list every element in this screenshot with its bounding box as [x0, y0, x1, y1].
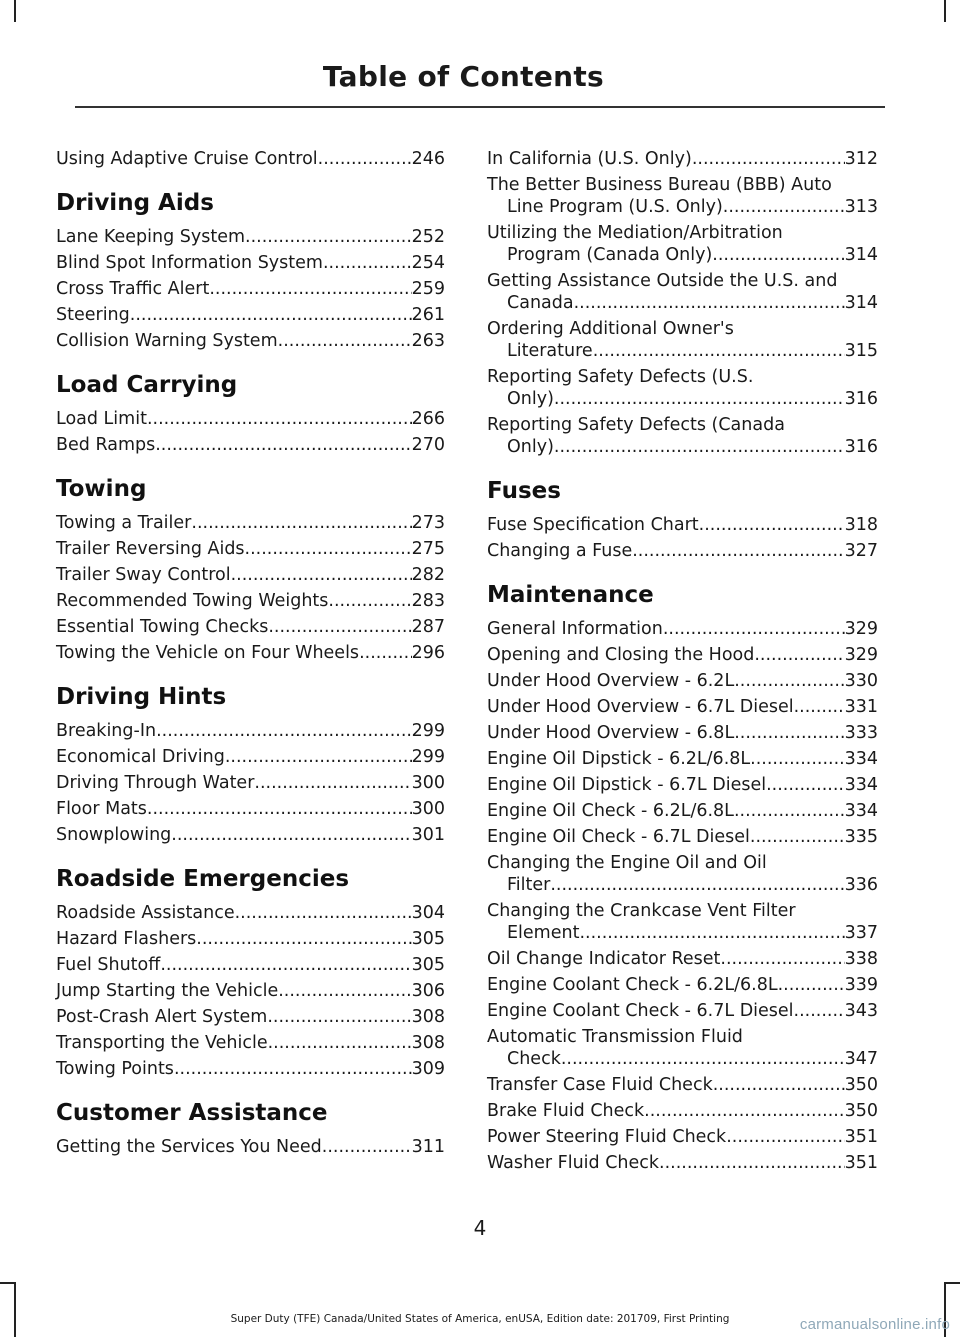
toc-entry[interactable]: [56, 824, 445, 846]
toc-entry[interactable]: [56, 252, 445, 274]
toc-entry-text: Canada: [507, 293, 574, 313]
crop-mark-top-right-vertical: [944, 0, 946, 22]
toc-section-title: Driving Hints: [56, 684, 227, 710]
toc-entry-text: Bed Ramps: [56, 435, 156, 455]
toc-entry-text: Filter: [507, 875, 551, 895]
toc-leader-dots: [632, 540, 844, 562]
toc-entry-text: Essential Towing Checks: [56, 617, 269, 637]
toc-entry-text: Brake Fluid Check: [487, 1101, 645, 1121]
toc-page-number: 312: [844, 149, 878, 169]
toc-entry-text: Ordering Additional Owner's: [487, 319, 734, 339]
toc-entry[interactable]: [487, 270, 878, 314]
toc-leader-dots: [156, 720, 412, 742]
toc-page-number: 299: [411, 747, 445, 767]
toc-page-number: 334: [844, 775, 878, 795]
toc-entry-text: Economical Driving: [56, 747, 225, 767]
toc-entry-text: Towing a Trailer: [56, 513, 192, 533]
toc-page-number: 254: [411, 253, 445, 273]
toc-page-number: 339: [844, 975, 878, 995]
toc-entry[interactable]: [487, 414, 878, 458]
toc-entry-text: Power Steering Fluid Check: [487, 1127, 727, 1147]
toc-leader-dots: [171, 824, 411, 846]
toc-entry[interactable]: [56, 772, 445, 794]
toc-entry[interactable]: [56, 304, 445, 326]
toc-page-number: 347: [844, 1049, 878, 1069]
toc-page-number: 259: [411, 279, 445, 299]
toc-leader-dots: [794, 1000, 845, 1022]
toc-leader-dots: [323, 252, 412, 274]
toc-entry-text: Jump Starting the Vehicle: [56, 981, 279, 1001]
toc-leader-dots: [794, 696, 845, 718]
toc-page-number: 308: [411, 1033, 445, 1053]
toc-section-title: Customer Assistance: [56, 1100, 328, 1126]
footer-edition-text: Super Duty (TFE) Canada/United States of America, enUSA, Edition date: 201709, First Printing: [230, 1313, 730, 1325]
toc-entry-text: Using Adaptive Cruise Control: [56, 149, 318, 169]
toc-entry-text: Post-Crash Alert System: [56, 1007, 268, 1027]
toc-page-number: 301: [411, 825, 445, 845]
toc-entry-text: Under Hood Overview - 6.7L Diesel: [487, 697, 794, 717]
toc-entry-text: Literature: [507, 341, 593, 361]
crop-mark-bottom-left-horizontal: [0, 1282, 16, 1284]
toc-entry[interactable]: [487, 948, 878, 970]
toc-page-number: 318: [844, 515, 878, 535]
toc-entry-text: Roadside Assistance: [56, 903, 235, 923]
toc-page-number: 275: [411, 539, 445, 559]
toc-page-number: 304: [411, 903, 445, 923]
toc-page-number: 335: [844, 827, 878, 847]
toc-page-number: 266: [411, 409, 445, 429]
page-number: 4: [473, 1216, 487, 1240]
toc-entry-text: Towing the Vehicle on Four Wheels: [56, 643, 360, 663]
toc-page-number: 350: [844, 1075, 878, 1095]
toc-entry[interactable]: [56, 746, 445, 768]
toc-entry-text: Steering: [56, 305, 130, 325]
toc-entry-text: Under Hood Overview - 6.2L: [487, 671, 735, 691]
toc-leader-dots: [593, 340, 845, 362]
toc-section-title: Maintenance: [487, 582, 654, 608]
toc-leader-dots: [766, 774, 845, 796]
toc-page-number: 316: [844, 437, 878, 457]
toc-leader-dots: [278, 330, 412, 352]
toc-page-number: 330: [844, 671, 878, 691]
toc-entry[interactable]: [487, 1000, 878, 1022]
toc-page-number: 343: [844, 1001, 878, 1021]
toc-entry-text: Engine Coolant Check - 6.2L/6.8L: [487, 975, 778, 995]
toc-entry-text: The Better Business Bureau (BBB) Auto: [487, 175, 832, 195]
toc-entry-text: Reporting Safety Defects (Canada: [487, 415, 785, 435]
toc-left-column: [56, 148, 445, 1162]
toc-page-number: 273: [411, 513, 445, 533]
watermark-text: carmanualsonline.info: [799, 1316, 950, 1333]
toc-page-number: 308: [411, 1007, 445, 1027]
toc-section-title: Fuses: [487, 478, 561, 504]
toc-entry-text: Changing a Fuse: [487, 541, 633, 561]
toc-page-number: 305: [411, 929, 445, 949]
toc-page-number: 300: [411, 799, 445, 819]
toc-entry-text: Line Program (U.S. Only): [507, 197, 723, 217]
toc-entry-text: Collision Warning System: [56, 331, 278, 351]
toc-leader-dots: [712, 244, 844, 266]
toc-leader-dots: [245, 226, 412, 248]
toc-leader-dots: [723, 196, 845, 218]
toc-entry[interactable]: [487, 174, 878, 218]
toc-entry-text: Getting the Services You Need: [56, 1137, 322, 1157]
toc-entry-text: Under Hood Overview - 6.8L: [487, 723, 735, 743]
toc-entry[interactable]: [487, 748, 878, 770]
toc-leader-dots: [734, 722, 844, 744]
toc-entry-text: Engine Oil Dipstick - 6.7L Diesel: [487, 775, 767, 795]
toc-entry-text: Automatic Transmission Fluid: [487, 1027, 743, 1047]
toc-entry[interactable]: [56, 616, 445, 638]
toc-entry[interactable]: [487, 974, 878, 996]
toc-entry[interactable]: [487, 900, 878, 944]
toc-entry-text: Element: [507, 923, 580, 943]
toc-entry-text: Hazard Flashers: [56, 929, 197, 949]
toc-entry[interactable]: [56, 642, 445, 664]
toc-entry-text: Driving Through Water: [56, 773, 255, 793]
toc-entry[interactable]: [56, 1006, 445, 1028]
toc-entry[interactable]: [56, 902, 445, 924]
crop-mark-bottom-right-horizontal: [944, 1282, 960, 1284]
toc-entry-text: Cross Traffic Alert: [56, 279, 210, 299]
toc-leader-dots: [699, 514, 845, 536]
toc-page-number: 327: [844, 541, 878, 561]
toc-entry[interactable]: [487, 1074, 878, 1096]
toc-entry-text: Engine Coolant Check - 6.7L Diesel: [487, 1001, 794, 1021]
toc-entry[interactable]: [56, 538, 445, 560]
toc-leader-dots: [268, 1032, 412, 1054]
toc-leader-dots: [554, 436, 845, 458]
toc-page-number: 329: [844, 619, 878, 639]
toc-entry[interactable]: [487, 644, 878, 666]
toc-page-number: 287: [411, 617, 445, 637]
toc-leader-dots: [734, 800, 845, 822]
toc-entry-text: Trailer Reversing Aids: [56, 539, 245, 559]
toc-entry[interactable]: [56, 408, 445, 430]
crop-mark-top-left-vertical: [14, 0, 16, 22]
toc-leader-dots: [561, 1048, 845, 1070]
toc-leader-dots: [734, 670, 844, 692]
toc-page-number: 282: [411, 565, 445, 585]
toc-page-number: 309: [411, 1059, 445, 1079]
toc-entry[interactable]: [56, 512, 445, 534]
toc-leader-dots: [278, 980, 411, 1002]
toc-entry[interactable]: [487, 1126, 878, 1148]
toc-entry[interactable]: [56, 278, 445, 300]
toc-leader-dots: [574, 292, 845, 314]
toc-entry-text: General Information: [487, 619, 663, 639]
toc-entry-text: Load Limit: [56, 409, 147, 429]
toc-section-title: Roadside Emergencies: [56, 866, 350, 892]
toc-entry[interactable]: [487, 148, 878, 170]
toc-entry[interactable]: [56, 590, 445, 612]
toc-leader-dots: [713, 1074, 845, 1096]
toc-entry-text: Changing the Crankcase Vent Filter: [487, 901, 796, 921]
toc-page-number: 351: [844, 1127, 878, 1147]
toc-entry[interactable]: [56, 330, 445, 352]
toc-entry-text: Towing Points: [56, 1059, 174, 1079]
toc-leader-dots: [720, 948, 844, 970]
toc-leader-dots: [579, 922, 844, 944]
toc-entry-text: Oil Change Indicator Reset: [487, 949, 721, 969]
toc-entry[interactable]: [56, 434, 445, 456]
toc-page-number: 305: [411, 955, 445, 975]
toc-entry[interactable]: [56, 148, 445, 170]
toc-entry-text: Washer Fluid Check: [487, 1153, 660, 1173]
toc-entry-text: Trailer Sway Control: [56, 565, 231, 585]
toc-entry[interactable]: [56, 928, 445, 950]
toc-page-number: 331: [844, 697, 878, 717]
page-title: Table of Contents: [322, 60, 604, 93]
toc-leader-dots: [322, 1136, 412, 1158]
toc-page-number: 252: [411, 227, 445, 247]
toc-section-title: Towing: [56, 476, 147, 502]
toc-entry[interactable]: [56, 798, 445, 820]
toc-entry-text: Transfer Case Fluid Check: [487, 1075, 713, 1095]
toc-page-number: 296: [411, 643, 445, 663]
header-divider: [75, 106, 885, 108]
toc-entry-text: Changing the Engine Oil and Oil: [487, 853, 767, 873]
toc-leader-dots: [196, 928, 411, 950]
toc-leader-dots: [245, 538, 412, 560]
toc-entry[interactable]: [487, 696, 878, 718]
toc-entry-text: Utilizing the Mediation/Arbitration: [487, 223, 783, 243]
toc-section-title: Driving Aids: [56, 190, 214, 216]
toc-entry[interactable]: [487, 1100, 878, 1122]
toc-page-number: 283: [411, 591, 445, 611]
toc-page-number: 333: [844, 723, 878, 743]
toc-entry-text: Floor Mats: [56, 799, 147, 819]
toc-entry[interactable]: [487, 514, 878, 536]
toc-entry[interactable]: [487, 722, 878, 744]
toc-entry-text: Engine Oil Check - 6.2L/6.8L: [487, 801, 734, 821]
toc-entry-text: Check: [507, 1049, 561, 1069]
toc-leader-dots: [663, 618, 845, 640]
toc-entry[interactable]: [56, 564, 445, 586]
toc-entry[interactable]: [487, 670, 878, 692]
toc-leader-dots: [750, 748, 844, 770]
toc-page-number: 263: [411, 331, 445, 351]
toc-entry[interactable]: [487, 318, 878, 362]
toc-leader-dots: [750, 826, 845, 848]
toc-leader-dots: [659, 1152, 845, 1174]
toc-section-title: Load Carrying: [56, 372, 238, 398]
toc-entry[interactable]: [487, 366, 878, 410]
toc-entry[interactable]: [487, 800, 878, 822]
toc-entry-text: Transporting the Vehicle: [56, 1033, 268, 1053]
toc-page-number: 334: [844, 801, 878, 821]
toc-leader-dots: [231, 564, 412, 586]
toc-page-number: 261: [411, 305, 445, 325]
toc-page-number: 306: [411, 981, 445, 1001]
toc-leader-dots: [267, 1006, 411, 1028]
toc-entry-text: Reporting Safety Defects (U.S.: [487, 367, 754, 387]
toc-leader-dots: [726, 1126, 844, 1148]
toc-page-number: 316: [844, 389, 878, 409]
toc-entry-text: Only): [507, 389, 554, 409]
toc-leader-dots: [174, 1058, 412, 1080]
toc-leader-dots: [754, 644, 844, 666]
toc-entry[interactable]: [487, 774, 878, 796]
toc-leader-dots: [130, 304, 412, 326]
toc-leader-dots: [359, 642, 412, 664]
crop-mark-bottom-left-vertical: [14, 1282, 16, 1337]
toc-leader-dots: [328, 590, 411, 612]
toc-entry-text: Breaking-In: [56, 721, 157, 741]
toc-leader-dots: [225, 746, 412, 768]
toc-entry-text: Only): [507, 437, 554, 457]
toc-entry[interactable]: [56, 226, 445, 248]
toc-page-number: 336: [844, 875, 878, 895]
toc-entry-text: Engine Oil Check - 6.7L Diesel: [487, 827, 750, 847]
toc-leader-dots: [209, 278, 411, 300]
toc-entry[interactable]: [56, 980, 445, 1002]
toc-page-number: 299: [411, 721, 445, 741]
toc-leader-dots: [147, 798, 412, 820]
toc-entry[interactable]: [487, 826, 878, 848]
toc-leader-dots: [147, 408, 412, 430]
toc-page-number: 315: [844, 341, 878, 361]
toc-entry[interactable]: [487, 618, 878, 640]
toc-right-column: [487, 148, 878, 1178]
toc-entry-text: Engine Oil Dipstick - 6.2L/6.8L: [487, 749, 751, 769]
toc-page-number: 334: [844, 749, 878, 769]
toc-entry-text: Getting Assistance Outside the U.S. and: [487, 271, 838, 291]
toc-entry[interactable]: [487, 852, 878, 896]
toc-entry[interactable]: [487, 1026, 878, 1070]
toc-page-number: 270: [411, 435, 445, 455]
toc-entry-text: Blind Spot Information System: [56, 253, 323, 273]
toc-entry[interactable]: [487, 1152, 878, 1174]
toc-leader-dots: [160, 954, 411, 976]
toc-leader-dots: [191, 512, 411, 534]
toc-leader-dots: [778, 974, 845, 996]
toc-page-number: 246: [411, 149, 445, 169]
toc-page-number: 329: [844, 645, 878, 665]
toc-leader-dots: [235, 902, 412, 924]
toc-entry-text: Program (Canada Only): [507, 245, 713, 265]
toc-entry-text: In California (U.S. Only): [487, 149, 692, 169]
toc-entry[interactable]: [56, 1136, 445, 1158]
toc-leader-dots: [155, 434, 411, 456]
toc-leader-dots: [644, 1100, 844, 1122]
toc-page-number: 300: [411, 773, 445, 793]
toc-page-number: 338: [844, 949, 878, 969]
toc-page-number: 350: [844, 1101, 878, 1121]
toc-entry[interactable]: [56, 1032, 445, 1054]
toc-page-number: 314: [844, 293, 878, 313]
toc-entry-text: Snowplowing: [56, 825, 172, 845]
toc-leader-dots: [318, 148, 412, 170]
toc-page-number: 337: [844, 923, 878, 943]
toc-entry[interactable]: [487, 540, 878, 562]
toc-leader-dots: [692, 148, 845, 170]
toc-leader-dots: [554, 388, 845, 410]
toc-page-number: 351: [844, 1153, 878, 1173]
toc-entry[interactable]: [56, 1058, 445, 1080]
toc-entry-text: Opening and Closing the Hood: [487, 645, 755, 665]
toc-entry-text: Fuse Specification Chart: [487, 515, 699, 535]
toc-page-number: 314: [844, 245, 878, 265]
toc-leader-dots: [268, 616, 411, 638]
toc-leader-dots: [254, 772, 411, 794]
toc-entry-text: Lane Keeping System: [56, 227, 246, 247]
toc-entry-text: Recommended Towing Weights: [56, 591, 329, 611]
toc-leader-dots: [550, 874, 844, 896]
toc-entry[interactable]: [56, 720, 445, 742]
toc-page-number: 313: [844, 197, 878, 217]
toc-entry[interactable]: [487, 222, 878, 266]
toc-entry[interactable]: [56, 954, 445, 976]
toc-page-number: 311: [411, 1137, 445, 1157]
toc-entry-text: Fuel Shutoff: [56, 955, 161, 975]
